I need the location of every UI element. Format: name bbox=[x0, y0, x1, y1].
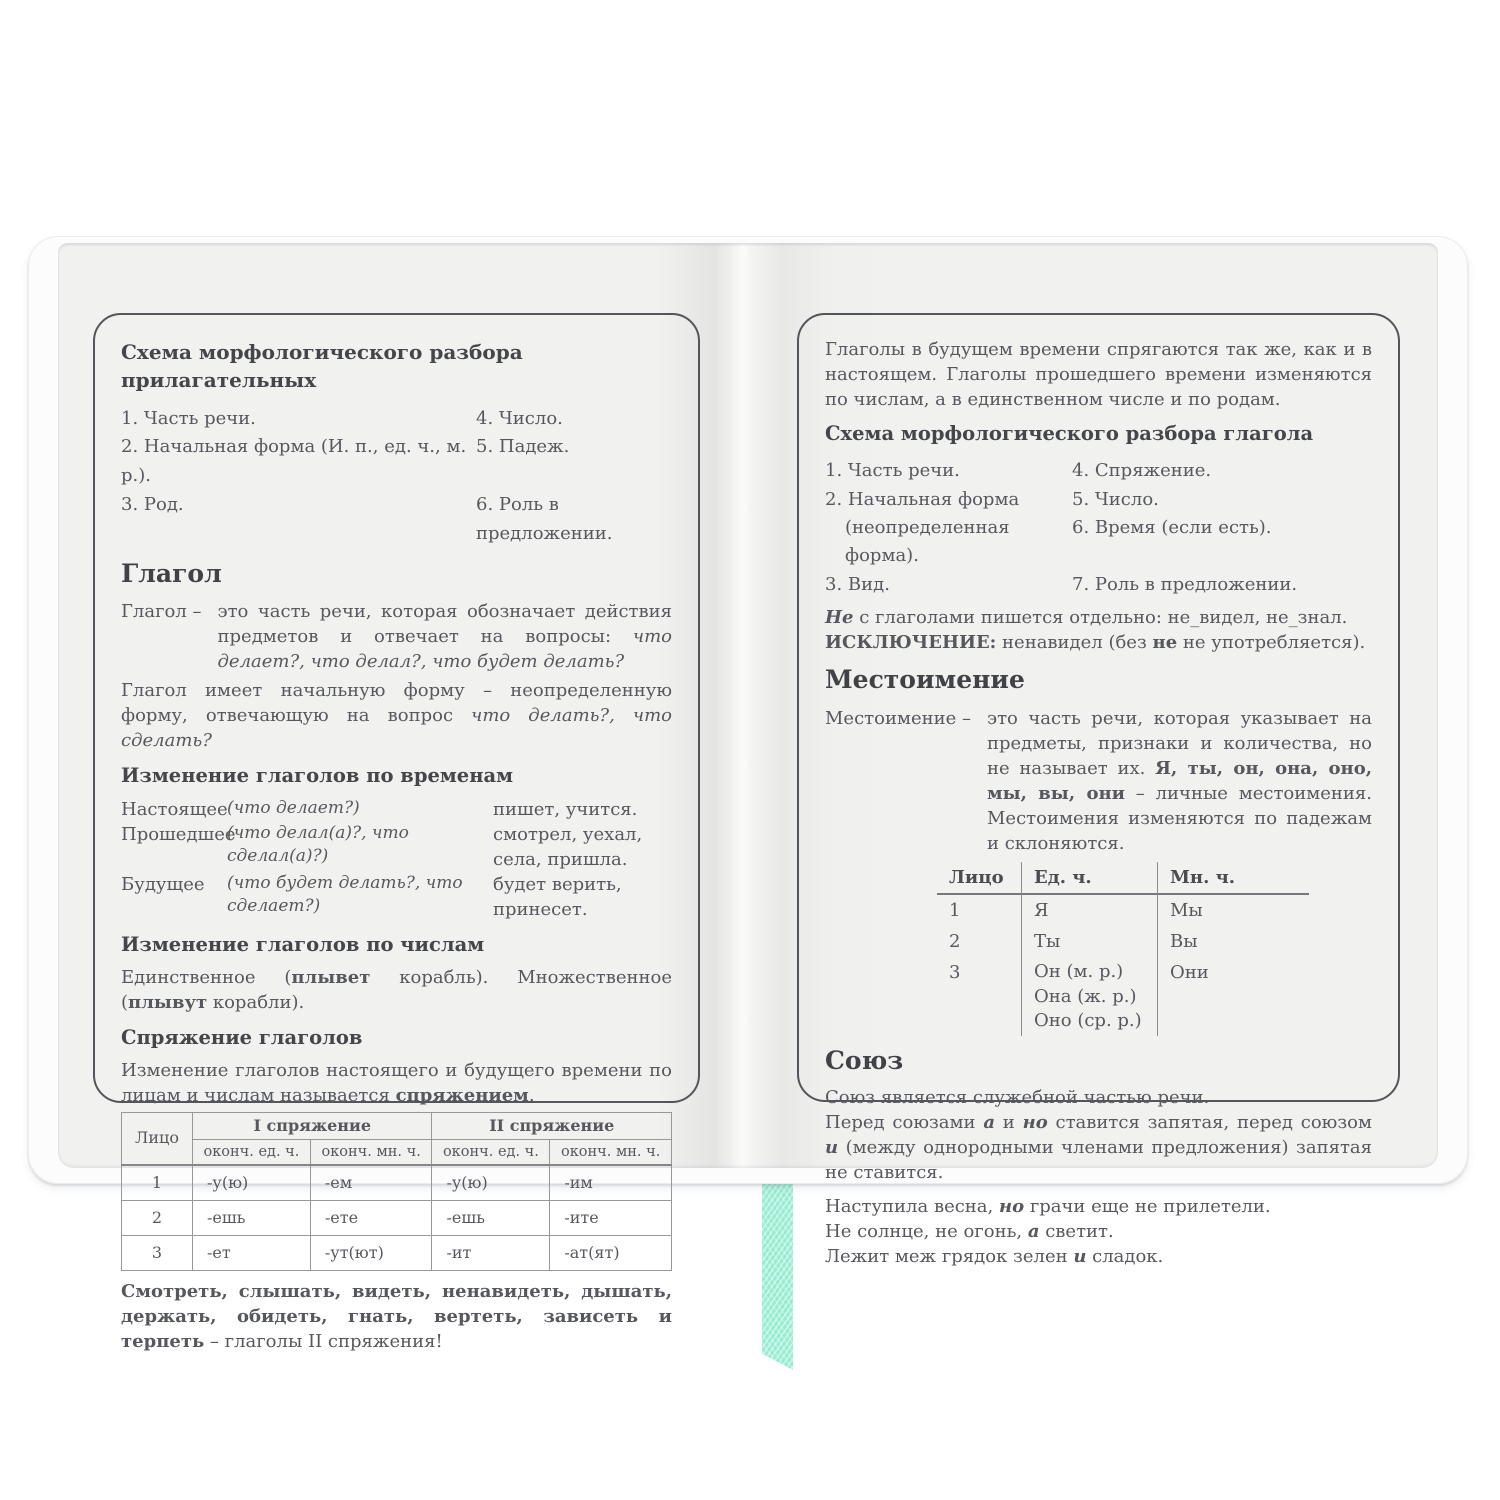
conjunction-heading: Союз bbox=[825, 1046, 904, 1076]
table-cell: 3 bbox=[122, 1236, 193, 1271]
list-item: 1. Часть речи. bbox=[825, 460, 960, 482]
table-cell: Я bbox=[1021, 895, 1157, 926]
table-row bbox=[937, 895, 1309, 926]
ne-with-verbs-line: Не с глаголами пишется отдельно: не_видел, не_знал. bbox=[825, 607, 1348, 629]
list-item-continuation: (неопределенная форма). bbox=[845, 517, 1010, 567]
table-cell: -ут(ют) bbox=[310, 1236, 432, 1271]
conjugation-table bbox=[121, 1112, 672, 1271]
column-header: Мн. ч. bbox=[1157, 862, 1309, 895]
left-page-frame bbox=[93, 313, 700, 1353]
pronoun-definition bbox=[825, 706, 1372, 856]
table-subheader: оконч. ед. ч. bbox=[193, 1140, 311, 1166]
verb-heading: Глагол bbox=[121, 558, 222, 588]
list-item: 4. Число. bbox=[476, 407, 563, 429]
pronoun-heading: Местоимение bbox=[825, 665, 1025, 695]
table-row bbox=[937, 957, 1309, 1036]
tense-examples: смотрел, уехал, села, пришла. bbox=[493, 823, 643, 870]
tense-question: (что делает?) bbox=[227, 797, 360, 818]
table-row bbox=[937, 926, 1309, 957]
example-sentence: Не солнце, не огонь, а светит. bbox=[825, 1220, 1114, 1242]
table-cell: 1 bbox=[949, 900, 961, 922]
verb-scheme-list bbox=[825, 457, 1372, 599]
table-cell: 2 bbox=[949, 931, 961, 953]
table-corner-header: Лицо bbox=[122, 1112, 193, 1165]
table-subheader: оконч. мн. ч. bbox=[310, 1140, 432, 1166]
conjugation-subheading: Спряжение глаголов bbox=[121, 1025, 363, 1049]
number-line: Единственное (плывет корабль). Множественное (плывут корабли). bbox=[121, 966, 672, 1013]
number-subheading: Изменение глаголов по числам bbox=[121, 932, 485, 956]
tense-name: Будущее bbox=[121, 873, 205, 895]
tense-examples: будет верить, принесет. bbox=[493, 873, 622, 920]
list-item: 7. Роль в предложении. bbox=[1072, 573, 1298, 595]
table-cell: Мы bbox=[1157, 895, 1309, 926]
table-cell-line: Оно (ср. р.) bbox=[1034, 1009, 1142, 1031]
table-cell: -у(ю) bbox=[432, 1165, 550, 1201]
table-cell: Они bbox=[1157, 957, 1309, 1036]
tense-examples: пишет, учится. bbox=[493, 798, 638, 820]
table-cell: Ты bbox=[1021, 926, 1157, 957]
tense-grid bbox=[121, 797, 672, 922]
adjective-scheme-list bbox=[121, 405, 672, 549]
left-page-content bbox=[95, 315, 698, 1353]
table-cell: -им bbox=[550, 1165, 672, 1201]
table-cell-line: Она (ж. р.) bbox=[1034, 985, 1137, 1007]
verb-definition bbox=[121, 599, 672, 674]
table-cell: -у(ю) bbox=[193, 1165, 311, 1201]
table-cell: -ешь bbox=[432, 1201, 550, 1236]
column-header: Ед. ч. bbox=[1021, 862, 1157, 895]
list-item: 3. Вид. bbox=[825, 573, 890, 595]
left-page-title: Схема морфологического разбора прилагательных bbox=[121, 340, 523, 392]
list-item: 6. Время (если есть). bbox=[1072, 517, 1272, 539]
conjugation-intro: Изменение глаголов настоящего и будущего времени по лицам и числам называется спряжением. bbox=[121, 1059, 672, 1106]
second-conjugation-note: Смотреть, слышать, видеть, ненавидеть, дышать, держать, обидеть, гнать, вертеть, зависеть и терпеть – глаголы II спряжения! bbox=[121, 1281, 672, 1353]
right-page-frame bbox=[797, 313, 1400, 1267]
table-subheader: оконч. мн. ч. bbox=[550, 1140, 672, 1166]
tense-subheading: Изменение глаголов по временам bbox=[121, 764, 514, 788]
definition-body: это часть речи, которая указывает на предметы, признаки и количества, но не называет их. Я, ты, он, она, оно, мы, вы, они – личные местоимения. Местоимения изменяются по падежам и склоняются. bbox=[986, 708, 1372, 855]
right-page-content bbox=[799, 315, 1398, 1267]
conjunction-line1: Союз является служебной частью речи. bbox=[825, 1086, 1210, 1108]
table-group-header: I спряжение bbox=[193, 1112, 432, 1139]
example-sentence: Наступила весна, но грачи еще не прилетели. bbox=[825, 1195, 1271, 1217]
table-cell: 1 bbox=[122, 1165, 193, 1201]
table-cell: 3 bbox=[949, 962, 961, 984]
conjunction-rule: Перед союзами а и но ставится запятая, перед союзом и (между однородными членами предложения) запятая не ставится. bbox=[825, 1111, 1372, 1183]
table-cell: Вы bbox=[1157, 926, 1309, 957]
list-item: 5. Число. bbox=[1072, 488, 1159, 510]
tense-question: (что делал(а)?, что сделал(а)?) bbox=[227, 822, 409, 867]
definition-body: это часть речи, которая обозначает действия предметов и отвечает на вопросы: что делает?, что делал?, что будет делать? bbox=[217, 601, 672, 673]
table-cell: 2 bbox=[122, 1201, 193, 1236]
table-cell: -ат(ят) bbox=[550, 1236, 672, 1271]
tense-name: Прошедшее bbox=[121, 823, 236, 845]
table-cell: -ешь bbox=[193, 1201, 311, 1236]
exception-line: ИСКЛЮЧЕНИЕ: ненавидел (без не не употребляется). bbox=[825, 632, 1366, 654]
table-cell: -ет bbox=[193, 1236, 311, 1271]
list-item: 3. Род. bbox=[121, 493, 184, 515]
table-subheader: оконч. ед. ч. bbox=[432, 1140, 550, 1166]
definition-term: Местоимение – bbox=[825, 708, 971, 730]
table-cell: -ите bbox=[550, 1201, 672, 1236]
list-item: 1. Часть речи. bbox=[121, 407, 256, 429]
table-cell: -ит bbox=[432, 1236, 550, 1271]
definition-term: Глагол – bbox=[121, 601, 202, 623]
verb-scheme-heading: Схема морфологического разбора глагола bbox=[825, 422, 1314, 446]
list-item: 4. Спряжение. bbox=[1072, 460, 1212, 482]
table-cell-line: Он (м. р.) bbox=[1034, 961, 1124, 983]
bookmark-ribbon bbox=[762, 1166, 793, 1370]
table-cell bbox=[1021, 957, 1157, 1036]
tense-name: Настоящее bbox=[121, 798, 228, 820]
table-row bbox=[122, 1236, 672, 1271]
list-item: 2. Начальная форма bbox=[825, 488, 1020, 510]
table-group-header: II спряжение bbox=[432, 1112, 672, 1139]
table-cell: -ете bbox=[310, 1201, 432, 1236]
tense-question: (что будет делать?, что сделает?) bbox=[227, 872, 463, 917]
table-row bbox=[122, 1165, 672, 1201]
verb-paragraph: Глагол имеет начальную форму – неопределенную форму, отвечающую на вопрос что делать?, что сделать? bbox=[121, 680, 672, 752]
example-sentence: Лежит меж грядок зелен и сладок. bbox=[825, 1245, 1164, 1267]
future-tense-paragraph: Глаголы в будущем времени спрягаются так же, как и в настоящем. Глаголы прошедшего времени изменяются по числам, а в единственном числе и по родам. bbox=[825, 339, 1372, 411]
conjunction-examples bbox=[825, 1194, 1372, 1269]
table-cell: -ем bbox=[310, 1165, 432, 1201]
pronoun-table-header bbox=[937, 862, 1309, 895]
list-item: 5. Падеж. bbox=[476, 436, 570, 458]
list-item: 2. Начальная форма (И. п., ед. ч., м. р.). bbox=[121, 436, 467, 487]
pronoun-table bbox=[937, 862, 1309, 1036]
column-header: Лицо bbox=[937, 862, 1021, 895]
list-item: 6. Роль в предложении. bbox=[476, 493, 613, 544]
table-row bbox=[122, 1201, 672, 1236]
